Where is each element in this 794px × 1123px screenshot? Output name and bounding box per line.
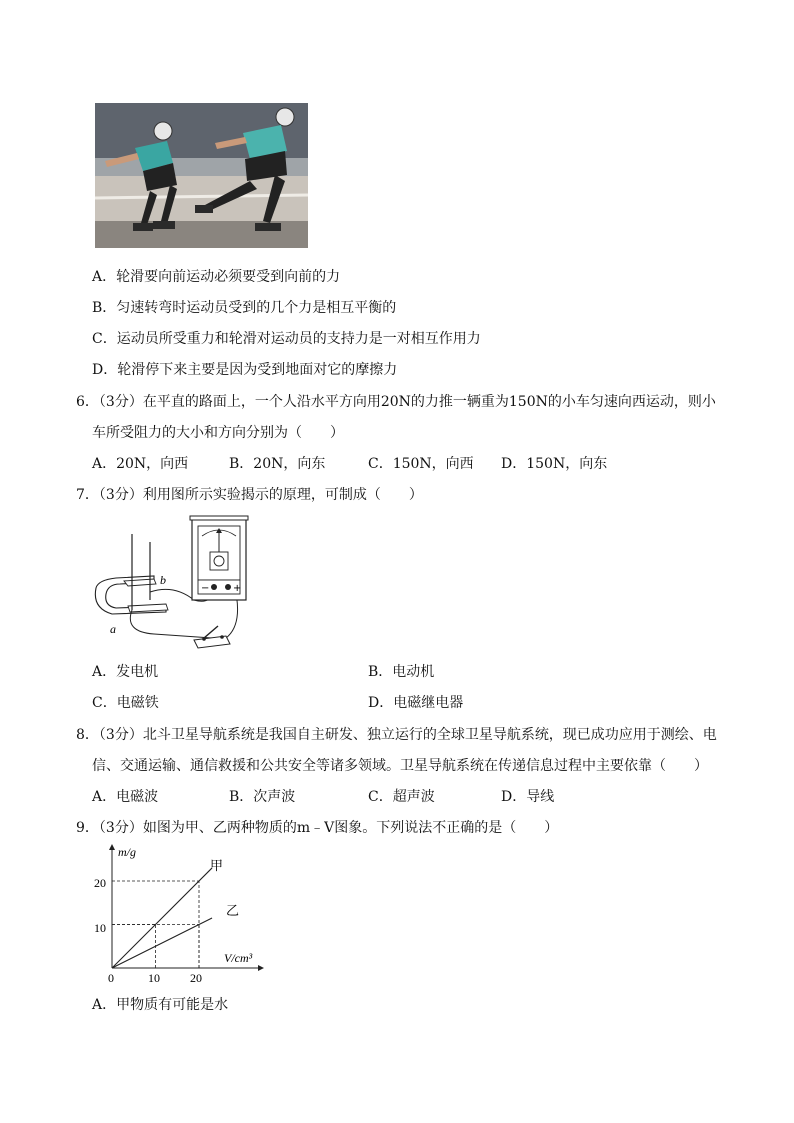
series-line-1: [112, 918, 212, 968]
label-a: a: [110, 622, 116, 636]
x-axis-label: V/cm³: [224, 951, 253, 965]
q8-option-b: B．次声波: [229, 789, 296, 805]
series-label-yi: 乙: [226, 904, 240, 919]
q8-option-d: D．导线: [501, 789, 555, 805]
q6-option-d: D．150N，向东: [501, 456, 608, 472]
series-line-0: [112, 868, 212, 968]
label-b: b: [160, 573, 166, 587]
q6-option-b: B．20N，向东: [229, 456, 326, 472]
q9-stem: 9．（3分）如图为甲、乙两种物质的m﹣V图象。下列说法不正确的是（ ）: [76, 820, 559, 836]
q6-option-a: A．20N，向西: [92, 456, 189, 472]
q8-option-a: A．电磁波: [92, 789, 159, 805]
q8-stem-line2: 信、交通运输、通信救援和公共安全等诸多领域。卫星导航系统在传递信息过程中主要依靠（ ）: [92, 758, 708, 774]
q8-stem-line1: 8．（3分）北斗卫星导航系统是我国自主研发、独立运行的全球卫星导航系统，现已成功应用于测绘、电: [76, 727, 717, 743]
skaters-photo: [95, 103, 308, 248]
origin-label: 0: [108, 971, 114, 985]
q7-option-a: A．发电机: [92, 664, 159, 680]
q7-option-b: B．电动机: [368, 664, 435, 680]
q5-option-a: A．轮滑要向前运动必须要受到向前的力: [92, 269, 341, 285]
q7-stem: 7．（3分）利用图所示实验揭示的原理，可制成（ ）: [76, 487, 423, 503]
x-tick-20: 20: [190, 971, 202, 985]
series-label-jia: 甲: [210, 859, 224, 874]
q6-stem-line2: 车所受阻力的大小和方向分别为（ ）: [92, 425, 344, 441]
q9-mv-graph: [92, 840, 282, 994]
q5-option-d: D．轮滑停下来主要是因为受到地面对它的摩擦力: [92, 362, 398, 378]
q9-option-a: A．甲物质有可能是水: [92, 997, 229, 1013]
q8-option-c: C．超声波: [368, 789, 435, 805]
plus-terminal: +: [233, 583, 242, 594]
x-tick-10: 10: [148, 971, 160, 985]
galvanometer: [190, 516, 248, 600]
y-tick-20: 20: [94, 876, 106, 890]
mv-graph-svg: [92, 840, 282, 990]
y-axis-label: m/g: [118, 845, 136, 859]
q5-option-c: C．运动员所受重力和轮滑对运动员的支持力是一对相互作用力: [92, 331, 481, 347]
minus-terminal: −: [201, 583, 210, 594]
q6-stem-line1: 6．（3分）在平直的路面上，一个人沿水平方向用20N的力推一辆重为150N的小车匀速向西运动，则小: [76, 394, 716, 410]
q6-option-c: C．150N，向西: [368, 456, 474, 472]
q7-option-c: C．电磁铁: [92, 695, 159, 711]
y-tick-10: 10: [94, 921, 106, 935]
q5-option-b: B．匀速转弯时运动员受到的几个力是相互平衡的: [92, 300, 397, 316]
q7-figure-galvanometer-circuit: [94, 514, 254, 658]
q7-option-d: D．电磁继电器: [368, 695, 464, 711]
